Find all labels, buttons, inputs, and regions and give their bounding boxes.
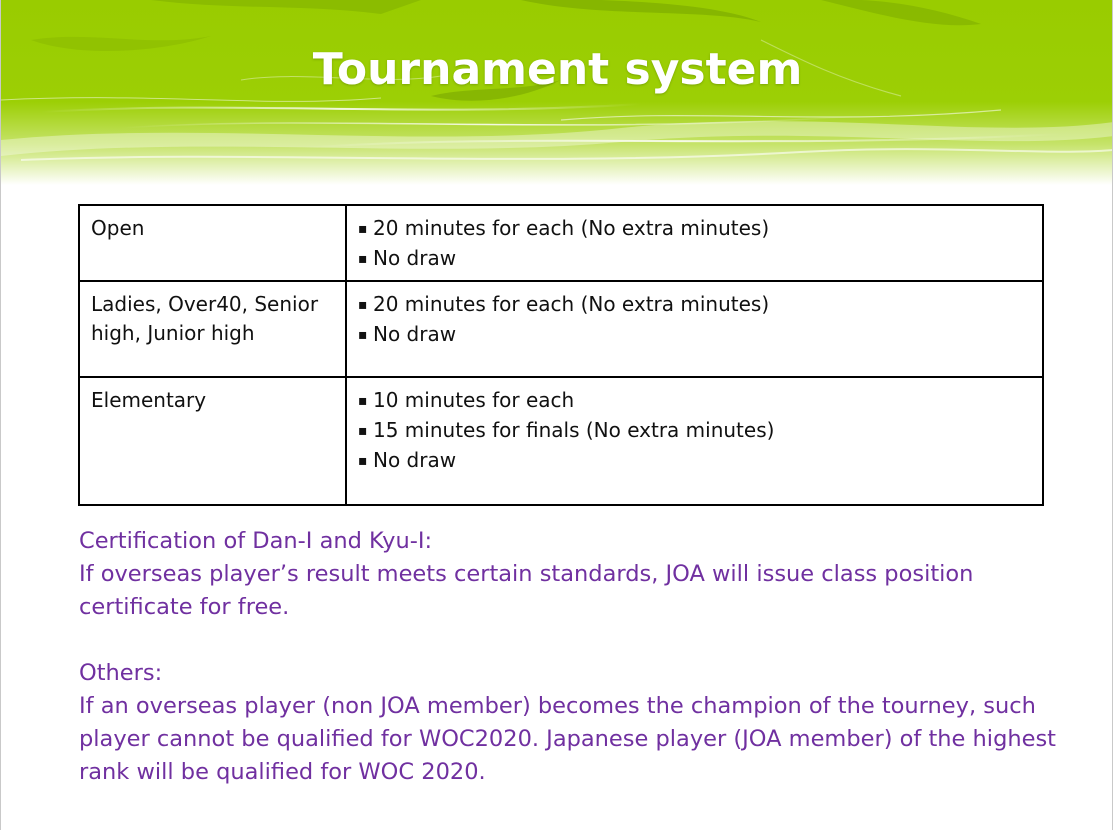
bullet-icon: ▪	[358, 221, 368, 237]
rule-item	[358, 446, 1032, 476]
certification-heading: Certification of Dan-I and Kyu-I:	[79, 528, 433, 554]
bullet-icon: ▪	[358, 453, 368, 469]
spacer	[79, 624, 1069, 657]
rule-item	[358, 290, 1032, 320]
table-row	[79, 205, 1043, 281]
bullet-icon: ▪	[358, 297, 368, 313]
bullet-icon: ▪	[358, 327, 368, 343]
rule-text: 20 minutes for each (No extra minutes)	[373, 216, 770, 240]
rule-text: 15 minutes for finals (No extra minutes)	[373, 418, 775, 442]
rule-item	[358, 416, 1032, 446]
notes-section	[79, 525, 1069, 789]
rules-cell	[346, 281, 1043, 377]
header-banner	[1, 0, 1113, 185]
rule-item	[358, 386, 1032, 416]
category-cell: Open	[79, 205, 346, 281]
rule-text: No draw	[373, 448, 457, 472]
rule-text: 20 minutes for each (No extra minutes)	[373, 292, 770, 316]
category-cell: Elementary	[79, 377, 346, 505]
table-row	[79, 377, 1043, 505]
rule-text: No draw	[373, 246, 457, 270]
bullet-icon: ▪	[358, 423, 368, 439]
bullet-icon: ▪	[358, 393, 368, 409]
rules-cell	[346, 205, 1043, 281]
rule-text: 10 minutes for each	[373, 388, 575, 412]
category-cell: Ladies, Over40, Senior high, Junior high	[79, 281, 346, 377]
certification-body: If overseas player’s result meets certain standards, JOA will issue class position certificate for free.	[79, 561, 974, 620]
others-heading: Others:	[79, 660, 163, 686]
rule-item	[358, 214, 1032, 244]
rule-item	[358, 244, 1032, 274]
rules-cell	[346, 377, 1043, 505]
table-row	[79, 281, 1043, 377]
bullet-icon: ▪	[358, 251, 368, 267]
slide-title: Tournament system	[312, 44, 803, 95]
others-body: If an overseas player (non JOA member) becomes the champion of the tourney, such player cannot be qualified for WOC2020. Japanese player (JOA member) of the highest rank will be qualified for WOC 2020.	[79, 693, 1056, 785]
rule-item	[358, 320, 1032, 350]
rule-text: No draw	[373, 322, 457, 346]
tournament-rules-table	[78, 204, 1044, 506]
